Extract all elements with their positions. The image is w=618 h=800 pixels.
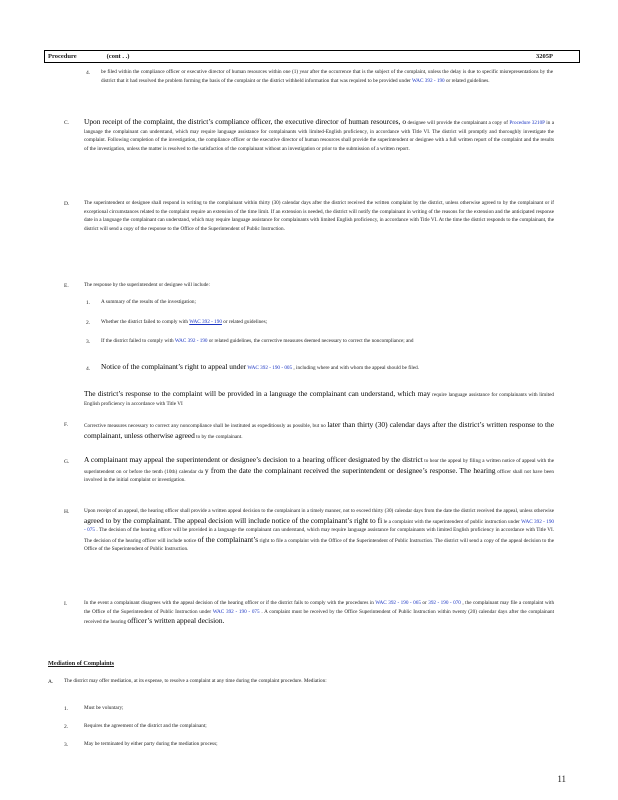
list-item-number: 1. [64, 706, 69, 712]
wac-link[interactable]: WAC 392 - 190 [411, 77, 445, 84]
mediation-label-a: A. [48, 679, 54, 685]
list-item-number: 3. [86, 339, 91, 345]
list-item-text: A summary of the results of the investigation; [101, 299, 196, 305]
list-item-number: 4. [86, 366, 91, 372]
page-number: 11 [557, 774, 566, 784]
wac-link[interactable]: WAC 392 - 190 - 065 [375, 600, 421, 606]
wac-link[interactable]: WAC 392 - 190 [174, 338, 208, 344]
section-label-g: G. [64, 459, 70, 465]
section-label-i: I. [64, 601, 68, 607]
section-label-c: C. [64, 120, 70, 126]
section-e-text: The response by the superintendent or designee will include: [84, 282, 210, 288]
list-item-text: Whether the district failed to comply with WAC 392 - 190 or related guidelines; [101, 319, 268, 325]
procedure-header [44, 50, 580, 63]
section-h-text: Upon receipt of an appeal, the hearing officer shall provide a written appeal decision to the complainant in a timely manner, not to exceed thirty (30) calendar days from the date the district received the appeal, unless otherwise agreed to by the complainant. The appeal decision will include notice of the complainant’s right to fi le a complaint with the superintendent of public instruction under WAC 392 - 190 - 075 . The decision of the hearing officer will be provided in a language the complainant can understand, which may require language assistance for complainants with limited English proficiency in accordance with Title VI. The decision of the hearing officer will include notice of the complainant’s right to file a complaint with the Office of the Superintendent of Public Instruction. The district will send a copy of the appeal decision to the Office of the Superintendent of Public Instruction. [84, 508, 555, 552]
section-label-e: E. [64, 283, 69, 289]
section-f-text: Corrective measures necessary to correct any noncompliance shall be instituted as expeditiously as possible, but no later than thirty (30) calendar days after the district’s written response to the complainant, unless otherwise agreed to by the complainant. [84, 420, 555, 440]
wac-link[interactable]: WAC 392 - 190 - 005 [247, 365, 293, 371]
procedure-number: 3205P [536, 53, 553, 60]
section-c-text: Upon receipt of the complaint, the district’s compliance officer, the executive director of human resources, o designee will provide the complainant a copy of Procedure 3210P in a language the complainant can understand, which may require language assistance for complainants with limited-English proficiency, in accordance with Title VI. The district will promptly and thoroughly investigate the complaint. Following completion of the investigation, the compliance officer or the executive director of human resources shall provide the superintendent or designee with a full written report of the complaint and the results of the investigation, unless the matter is resolved to the satisfaction of the complainant without an investigation or prior to the submission of a written report. [84, 117, 555, 152]
wac-link[interactable]: WAC 392 - 190 - 075 [84, 518, 555, 533]
item-4-text: be filed within the compliance officer or executive director of human resources within one (1) year after the occurrence that is the subject of the complaint, unless the delay is due to specific misrepresentations by the district that it had resolved the problem forming the basis of the complaint or the district withheld information that was required to be provided under WAC 392 - 190 or related guidelines. [101, 69, 553, 84]
section-label-h: H. [64, 509, 70, 515]
procedure-label: Procedure [48, 53, 77, 60]
list-item-text: May be terminated by either party during the mediation process; [84, 741, 218, 747]
section-label-d: D. [64, 201, 70, 207]
list-item-text: Notice of the complainant’s right to appeal under WAC 392 - 190 - 005 , including where and with whom the appeal should be filed. [101, 362, 420, 371]
list-item-text: Must be voluntary; [84, 705, 124, 711]
mediation-heading: Mediation of Complaints [48, 660, 115, 667]
list-item-number: 3. [64, 742, 69, 748]
wac-link[interactable]: 392 - 190 - 070 [428, 600, 461, 606]
list-item-text: If the district failed to comply with WAC 392 - 190 or related guidelines, the corrective measures deemed necessary to correct the noncompliance; and [101, 338, 414, 344]
section-g-text: A complainant may appeal the superintendent or designee’s decision to a hearing officer designated by the district to hear the appeal by filing a written notice of appeal with the superintendent on or before the tenth (10th) calendar da y from the date the complainant received the superintendent or designee’s response. The hearing officer shall not have been involved in the initial complaint or investigation. [84, 455, 555, 483]
list-item-number: 1. [86, 300, 91, 306]
continued-label: (cont . .) [106, 53, 130, 60]
list-item-text: Requires the agreement of the district and the complainant; [84, 723, 207, 729]
list-item-number: 2. [64, 724, 69, 730]
section-label-f: F. [64, 422, 68, 428]
wac-link[interactable]: WAC 392 - 190 - 075 [212, 608, 260, 615]
section-i-text: In the event a complainant disagrees with the appeal decision of the hearing officer or if the district fails to comply with the procedures in WAC 392 - 190 - 065 or 392 - 190 - 070 , the complainant may file a complaint with the Office of the Superintendent of Public Instruction under WAC 392 - 190 - 075 . A complaint must be received by the Office Superintendent of Public Instruction within twenty (20) calendar days after the complainant received the hearing officer’s written appeal decision. [84, 600, 555, 625]
response-language-note: The district’s response to the complaint will be provided in a language the complainant can understand, which may require language assistance for complainants with limited English proficiency in accordance with Title VI [84, 389, 555, 407]
procedure-link[interactable]: Procedure 3210P [509, 120, 545, 126]
mediation-a-text: The district may offer mediation, at its expense, to resolve a complaint at any time during the complaint procedure. Mediation: [64, 678, 327, 684]
item-number: 4. [86, 70, 91, 76]
section-d-text: The superintendent or designee shall respond in writing to the complainant within thirty (30) calendar days after the district received the written complaint by the district, unless otherwise agreed to by the complainant or if exceptional circumstances related to the complaint require an extension of the time limit. If an extension is needed, the district will notify the complainant in writing of the reasons for the extension and the anticipated response date in a language the complainant can understand, which may require language assistance for complainants with limited English proficiency, in accordance with Title VI. At the time the district responds to the complainant, the district will send a copy of the response to the Office of the Superintendent of Public Instruction. [84, 200, 554, 232]
wac-link[interactable]: WAC 392 - 190 [189, 319, 222, 325]
list-item-number: 2. [86, 320, 91, 326]
